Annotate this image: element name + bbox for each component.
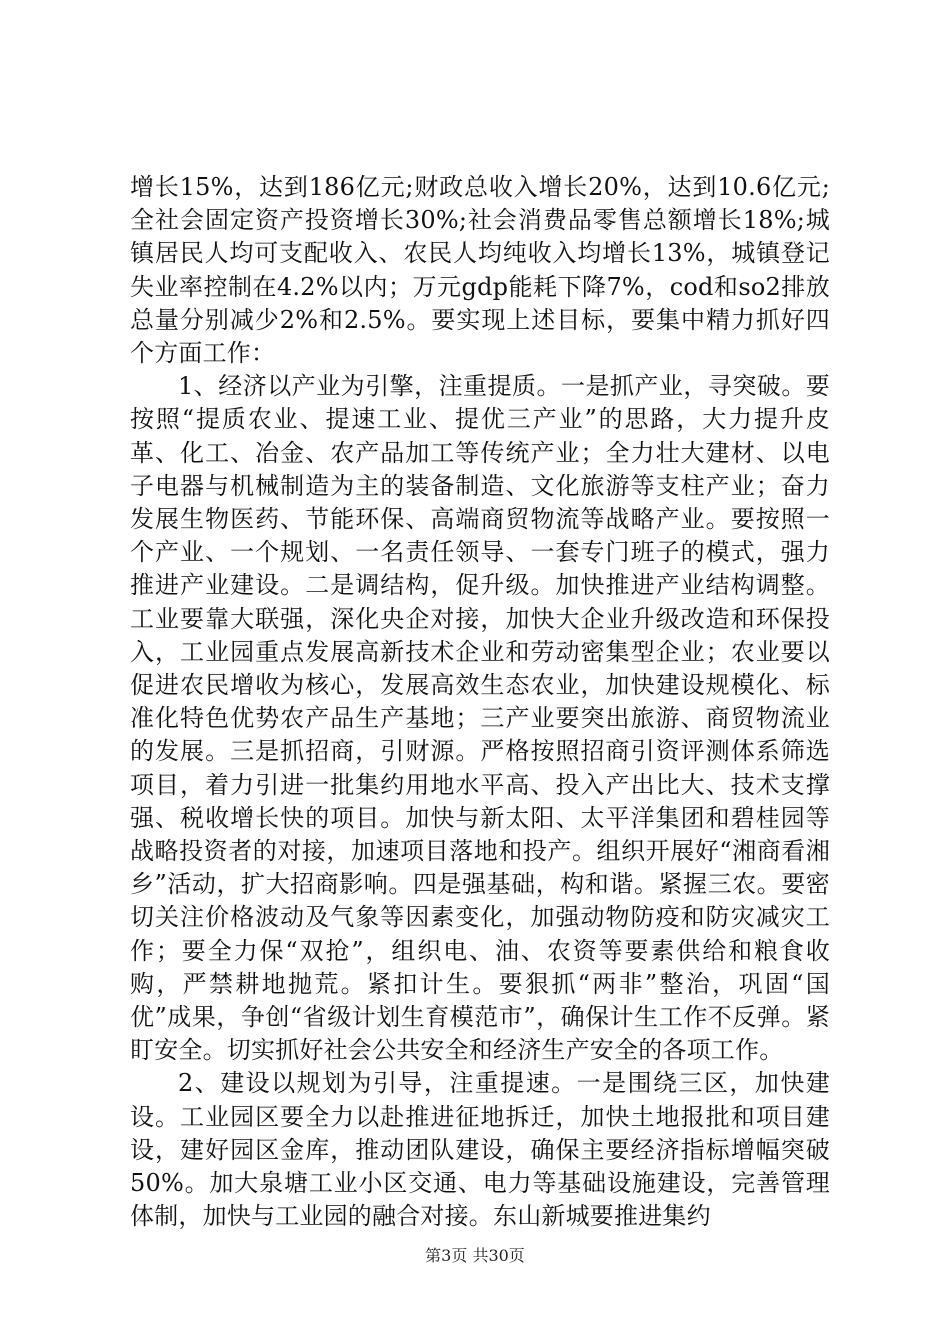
- paragraph-economy: 1、经济以产业为引擎，注重提质。一是抓产业，寻突破。要按照“提质农业、提速工业、提优三产业”的思路，大力提升皮革、化工、冶金、农产品加工等传统产业；全力壮大建材、以电子电器与机械制造为主的装备制造、文化旅游等支柱产业；奋力发展生物医药、节能环保、高端商贸物流等战略产业。要按照一个产业、一个规划、一名责任领导、一套专门班子的模式，强力推进产业建设。二是调结构，促升级。加快推进产业结构调整。工业要靠大联强，深化央企对接，加快大企业升级改造和环保投入，工业园重点发展高新技术企业和劳动密集型企业；农业要以促进农民增收为核心，发展高效生态农业，加快建设规模化、标准化特色优势农产品生产基地；三产业要突出旅游、商贸物流业的发展。三是抓招商，引财源。严格按照招商引资评测体系筛选项目，着力引进一批集约用地水平高、投入产出比大、技术支撑强、税收增长快的项目。加快与新太阳、太平洋集团和碧桂园等战略投资者的对接，加速项目落地和投产。组织开展好“湘商看湘乡”活动，扩大招商影响。四是强基础，构和谐。紧握三农。要密切关注价格波动及气象等因素变化，加强动物防疫和防灾减灾工作；要全力保“双抢”，组织电、油、农资等要素供给和粮食收购，严禁耕地抛荒。紧扣计生。要狠抓“两非”整治，巩固“国优”成果，争创“省级计划生育模范市”，确保计生工作不反弹。紧盯安全。切实抓好社会公共安全和经济生产安全的各项工作。: [130, 372, 830, 1065]
- paragraph-targets: 增长15%，达到186亿元;财政总收入增长20%，达到10.6亿元;全社会固定资产投资增长30%;社会消费品零售总额增长18%;城镇居民人均可支配收入、农民人均纯收入均增长13%，城镇登记失业率控制在4.2%以内；万元gdp能耗下降7%，cod和so2排放总量分别减少2%和2.5%。要实现上述目标，要集中精力抓好四个方面工作：: [130, 173, 830, 368]
- paragraph-construction: 2、建设以规划为引导，注重提速。一是围绕三区，加快建设。工业园区要全力以赴推进征地拆迁，加快土地报批和项目建设，建好园区金库，推动团队建设，确保主要经济指标增幅突破50%。加大泉塘工业小区交通、电力等基础设施建设，完善管理体制，加快与工业园的融合对接。东山新城要推进集约: [130, 1069, 830, 1231]
- document-body: [130, 171, 830, 1234]
- page-number: 第3页 共30页: [425, 1246, 525, 1265]
